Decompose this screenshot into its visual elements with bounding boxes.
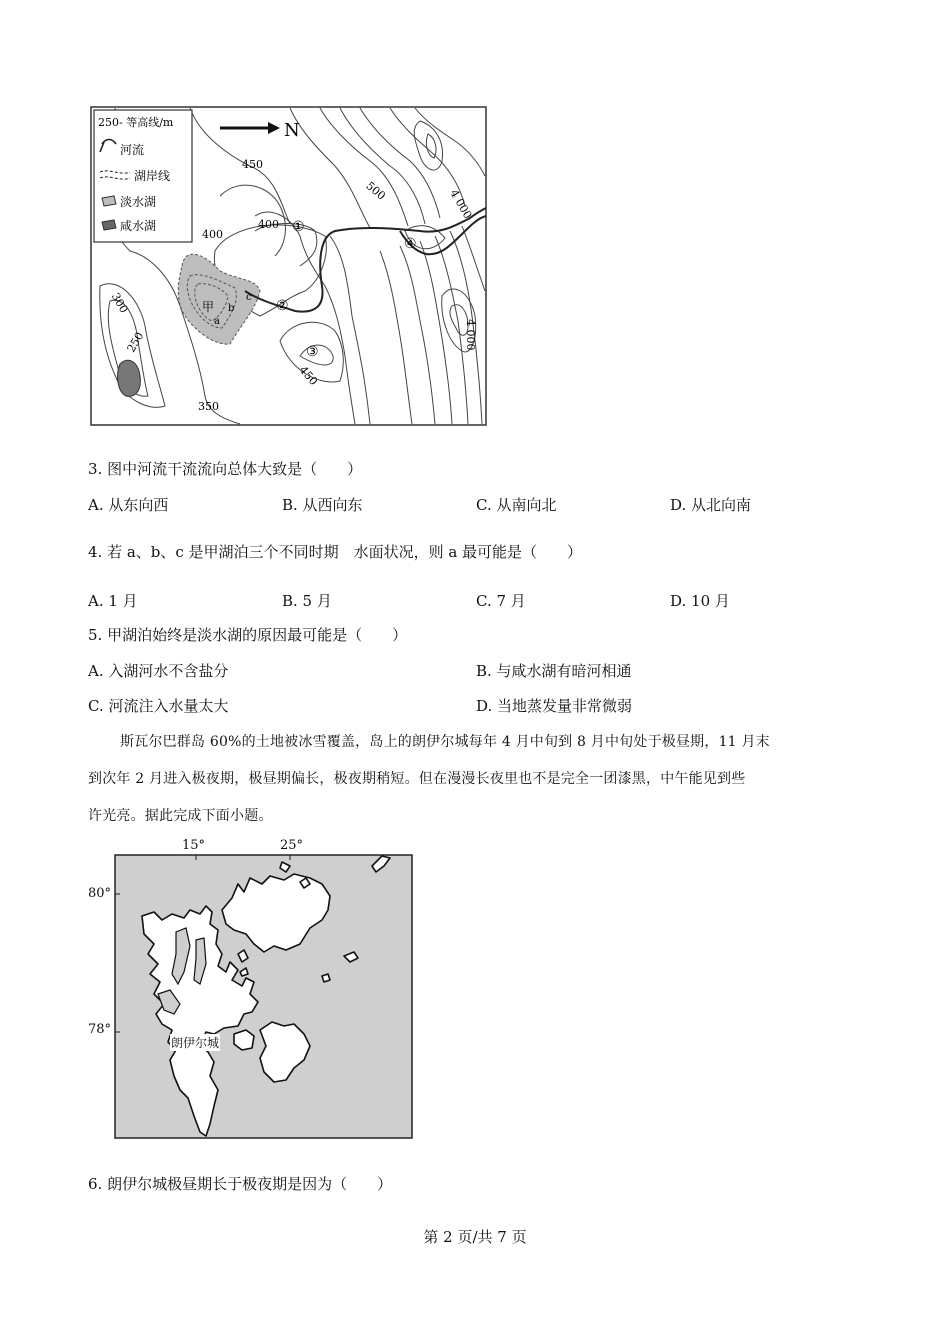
passage-line-2: 到次年 2 月进入极夜期，极昼期偏长，极夜期稍短。但在漫漫长夜里也不是完全一团漆黑，中午能见到些: [88, 771, 746, 787]
page-footer: 第 2 页/共 7 页: [423, 1228, 527, 1246]
question-3-option-c[interactable]: C. 从南向北: [476, 496, 557, 514]
legend-fresh-lake: 淡水湖: [120, 195, 157, 209]
lat-label-80: 80°: [88, 886, 112, 901]
question-4-option-c[interactable]: C. 7 月: [476, 592, 526, 610]
north-label: N: [284, 120, 300, 141]
marker-2: ②: [276, 298, 289, 314]
question-5-option-b[interactable]: B. 与咸水湖有暗河相通: [476, 662, 632, 680]
question-4-option-b[interactable]: B. 5 月: [282, 592, 332, 610]
legend-river: 河流: [120, 143, 145, 157]
lake-label-a: a: [214, 316, 220, 327]
lake-label-b: b: [228, 303, 235, 314]
contour-label: 500: [363, 179, 388, 203]
question-6-stem: 6. 朗伊尔城极昼期长于极夜期是因为（ ）: [88, 1175, 393, 1193]
contour-label: 400: [202, 228, 223, 241]
marker-1: ①: [292, 219, 305, 235]
lon-label-25: 25°: [280, 838, 304, 853]
question-3-option-d[interactable]: D. 从北向南: [670, 496, 752, 514]
question-5-option-d[interactable]: D. 当地蒸发量非常微弱: [476, 697, 633, 715]
lat-label-78: 78°: [88, 1022, 112, 1037]
question-3-option-b[interactable]: B. 从西向东: [282, 496, 363, 514]
question-4-stem: 4. 若 a、b、c 是甲湖泊三个不同时期 水面状况，则 a 最可能是（ ）: [88, 543, 583, 561]
contour-label: 400: [258, 218, 279, 231]
contour-label: 350: [198, 400, 219, 413]
contour-label: 300: [108, 290, 131, 316]
legend-salt-lake: 咸水湖: [120, 219, 157, 233]
contour-label: 450: [242, 158, 263, 171]
svalbard-map: [114, 854, 414, 1140]
lake-label-jia: 甲: [202, 300, 215, 314]
contour-label: 4 000: [447, 187, 475, 222]
contour-label: 450: [296, 363, 321, 388]
contour-map: [90, 106, 488, 428]
question-5-stem: 5. 甲湖泊始终是淡水湖的原因最可能是（ ）: [88, 626, 408, 644]
lon-label-15: 15°: [182, 838, 206, 853]
contour-label: 250: [124, 329, 147, 355]
question-3-stem: 3. 图中河流干流流向总体大致是（ ）: [88, 460, 363, 478]
question-5-option-a[interactable]: A. 入湖河水不含盐分: [88, 662, 229, 680]
question-5-option-c[interactable]: C. 河流注入水量太大: [88, 697, 229, 715]
legend-shoreline: 湖岸线: [134, 169, 171, 183]
marker-4: ④: [404, 236, 417, 252]
question-4-option-a[interactable]: A. 1 月: [88, 592, 138, 610]
question-4-option-d[interactable]: D. 10 月: [670, 592, 730, 610]
contour-label: 4 000: [464, 319, 477, 351]
legend-contour: 250- 等高线/m: [98, 116, 174, 129]
marker-3: ③: [306, 344, 319, 360]
question-3-option-a[interactable]: A. 从东向西: [88, 496, 169, 514]
city-label: 朗伊尔城: [171, 1036, 220, 1050]
lake-label-c: c: [246, 292, 252, 303]
passage-line-3: 许光亮。据此完成下面小题。: [88, 808, 273, 824]
passage-line-1: 斯瓦尔巴群岛 60%的土地被冰雪覆盖，岛上的朗伊尔城每年 4 月中旬到 8 月中旬处于极昼期，11 月末: [120, 734, 770, 750]
